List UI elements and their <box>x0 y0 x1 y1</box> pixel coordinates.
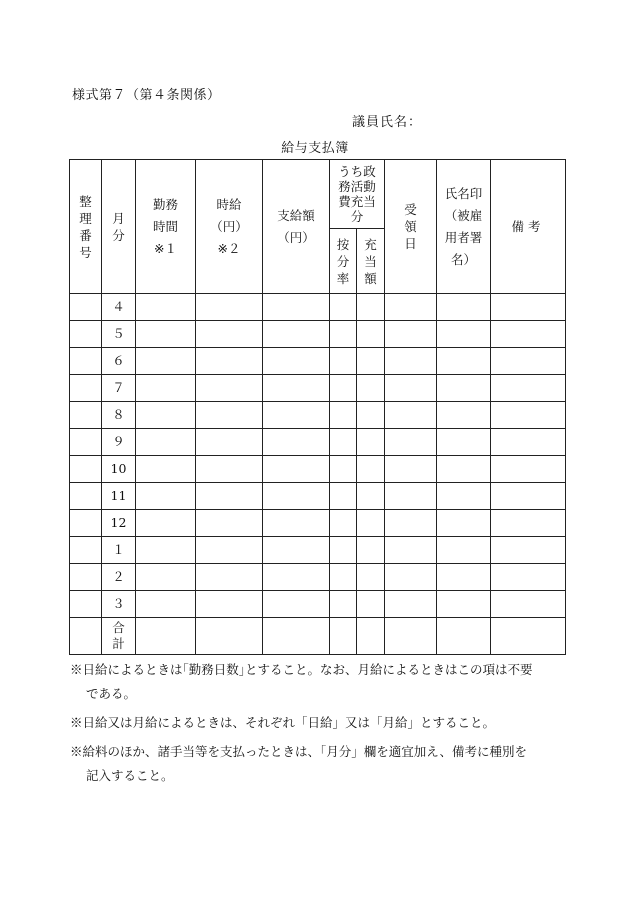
table-cell[interactable] <box>330 402 357 429</box>
table-cell[interactable] <box>437 510 491 537</box>
month-label: 10 <box>102 456 136 483</box>
month-label: ５ <box>102 321 136 348</box>
table-cell[interactable] <box>491 375 566 402</box>
table-cell[interactable] <box>491 483 566 510</box>
month-label: 11 <box>102 483 136 510</box>
table-cell[interactable] <box>437 429 491 456</box>
table-cell[interactable] <box>136 456 196 483</box>
table-cell[interactable] <box>196 510 263 537</box>
table-cell[interactable] <box>136 321 196 348</box>
table-cell[interactable] <box>196 564 263 591</box>
table-cell[interactable] <box>491 510 566 537</box>
table-cell[interactable] <box>70 321 102 348</box>
note-2: ※日給又は月給によるときは、それぞれ「日給」又は「月給」とすること。 <box>70 715 496 730</box>
header-payment-amount: 支給額 （円） <box>263 160 330 294</box>
table-cell[interactable] <box>357 564 385 591</box>
table-cell[interactable] <box>385 402 437 429</box>
table-cell[interactable] <box>330 618 357 655</box>
table-cell[interactable] <box>330 483 357 510</box>
table-cell[interactable] <box>357 537 385 564</box>
table-cell[interactable] <box>196 456 263 483</box>
table-cell[interactable] <box>136 375 196 402</box>
table-cell[interactable] <box>263 483 330 510</box>
table-cell[interactable] <box>437 618 491 655</box>
table-cell[interactable] <box>196 618 263 655</box>
table-cell[interactable] <box>196 429 263 456</box>
table-cell[interactable] <box>330 537 357 564</box>
payroll-table <box>69 159 566 655</box>
table-cell[interactable] <box>136 483 196 510</box>
table-cell[interactable] <box>437 375 491 402</box>
table-cell[interactable] <box>385 348 437 375</box>
table-cell[interactable] <box>491 429 566 456</box>
table-cell[interactable] <box>357 348 385 375</box>
table-row <box>70 429 566 456</box>
table-cell[interactable] <box>263 618 330 655</box>
table-row <box>70 456 566 483</box>
table-cell[interactable] <box>263 348 330 375</box>
table-cell[interactable] <box>330 510 357 537</box>
table-cell[interactable] <box>263 429 330 456</box>
table-cell[interactable] <box>330 429 357 456</box>
table-cell[interactable] <box>385 456 437 483</box>
table-cell[interactable] <box>196 294 263 321</box>
header-political-activity-allocation: うち政務活動費充当分 <box>330 160 385 229</box>
table-cell[interactable] <box>263 564 330 591</box>
table-cell[interactable] <box>70 375 102 402</box>
table-row <box>70 402 566 429</box>
header-receipt-date: 受領日 <box>385 160 437 294</box>
table-cell[interactable] <box>263 456 330 483</box>
table-cell[interactable] <box>357 375 385 402</box>
month-label: ６ <box>102 348 136 375</box>
table-cell[interactable] <box>263 375 330 402</box>
table-cell[interactable] <box>330 294 357 321</box>
table-cell[interactable] <box>385 537 437 564</box>
month-label: ２ <box>102 564 136 591</box>
table-row <box>70 294 566 321</box>
header-signature: 氏名印 （被雇 用者署 名） <box>437 160 491 294</box>
table-cell[interactable] <box>385 483 437 510</box>
table-cell[interactable] <box>263 402 330 429</box>
table-cell[interactable] <box>437 294 491 321</box>
month-label: ３ <box>102 591 136 618</box>
table-row-total <box>70 618 566 655</box>
table-cell[interactable] <box>70 618 102 655</box>
header-month: 月分 <box>102 160 136 294</box>
table-cell[interactable] <box>330 375 357 402</box>
table-cell[interactable] <box>136 591 196 618</box>
table-cell[interactable] <box>330 456 357 483</box>
table-cell[interactable] <box>491 321 566 348</box>
table-cell[interactable] <box>136 618 196 655</box>
table-cell[interactable] <box>70 402 102 429</box>
table-cell[interactable] <box>385 294 437 321</box>
month-label: ９ <box>102 429 136 456</box>
table-cell[interactable] <box>437 321 491 348</box>
table-row <box>70 348 566 375</box>
table-cell[interactable] <box>385 591 437 618</box>
header-allocated-amount: 充当額 <box>357 229 385 294</box>
table-cell[interactable] <box>385 375 437 402</box>
table-cell[interactable] <box>437 591 491 618</box>
table-row <box>70 537 566 564</box>
table-cell[interactable] <box>385 429 437 456</box>
table-cell[interactable] <box>491 564 566 591</box>
table-cell[interactable] <box>70 483 102 510</box>
total-label: 合計 <box>102 618 136 655</box>
table-cell[interactable] <box>196 321 263 348</box>
table-cell[interactable] <box>330 321 357 348</box>
header-remarks: 備考 <box>491 160 566 294</box>
table-cell[interactable] <box>357 591 385 618</box>
table-row <box>70 483 566 510</box>
table-cell[interactable] <box>196 402 263 429</box>
month-label: ４ <box>102 294 136 321</box>
table-cell[interactable] <box>357 483 385 510</box>
table-cell[interactable] <box>70 537 102 564</box>
table-cell[interactable] <box>357 429 385 456</box>
table-cell[interactable] <box>263 294 330 321</box>
table-row <box>70 375 566 402</box>
month-label: ７ <box>102 375 136 402</box>
table-cell[interactable] <box>437 456 491 483</box>
table-row <box>70 591 566 618</box>
month-label: 12 <box>102 510 136 537</box>
table-cell[interactable] <box>196 591 263 618</box>
document-title: 給与支払簿 <box>281 141 349 156</box>
table-cell[interactable] <box>70 456 102 483</box>
table-cell[interactable] <box>357 294 385 321</box>
table-row <box>70 564 566 591</box>
table-cell[interactable] <box>491 456 566 483</box>
table-cell[interactable] <box>357 618 385 655</box>
table-cell[interactable] <box>491 537 566 564</box>
header-work-hours: 勤務 時間 ※１ <box>136 160 196 294</box>
table-cell[interactable] <box>437 537 491 564</box>
table-cell[interactable] <box>385 510 437 537</box>
table-cell[interactable] <box>357 456 385 483</box>
table-cell[interactable] <box>330 348 357 375</box>
table-row <box>70 510 566 537</box>
table-cell[interactable] <box>136 348 196 375</box>
note-1: ※日給によるときは｢勤務日数｣とすること。なお、月給によるときはこの項は不要 である。 <box>70 662 533 701</box>
header-allocation-rate: 按分率 <box>330 229 357 294</box>
table-cell[interactable] <box>491 294 566 321</box>
header-serial-number: 整理番号 <box>70 160 102 294</box>
table-cell[interactable] <box>263 510 330 537</box>
table-cell[interactable] <box>196 375 263 402</box>
table-cell[interactable] <box>263 591 330 618</box>
table-cell[interactable] <box>70 348 102 375</box>
table-cell[interactable] <box>385 618 437 655</box>
table-cell[interactable] <box>437 402 491 429</box>
table-cell[interactable] <box>263 537 330 564</box>
table-cell[interactable] <box>437 348 491 375</box>
table-cell[interactable] <box>196 483 263 510</box>
member-name-label: 議員氏名： <box>352 115 423 130</box>
notes <box>70 658 570 793</box>
table-cell[interactable] <box>330 591 357 618</box>
table-cell[interactable] <box>70 510 102 537</box>
table-cell[interactable] <box>385 564 437 591</box>
table-cell[interactable] <box>136 537 196 564</box>
table-cell[interactable] <box>70 591 102 618</box>
table-cell[interactable] <box>491 591 566 618</box>
table-cell[interactable] <box>491 402 566 429</box>
table-cell[interactable] <box>491 618 566 655</box>
table-cell[interactable] <box>196 348 263 375</box>
table-cell[interactable] <box>263 321 330 348</box>
table-cell[interactable] <box>437 564 491 591</box>
form-number: 様式第７（第４条関係） <box>72 88 221 103</box>
table-cell[interactable] <box>357 321 385 348</box>
table-cell[interactable] <box>136 510 196 537</box>
table-cell[interactable] <box>70 564 102 591</box>
table-row <box>70 321 566 348</box>
header-hourly-wage: 時給 （円） ※２ <box>196 160 263 294</box>
month-label: １ <box>102 537 136 564</box>
table-cell[interactable] <box>437 483 491 510</box>
table-cell[interactable] <box>330 564 357 591</box>
table-cell[interactable] <box>136 294 196 321</box>
table-cell[interactable] <box>491 348 566 375</box>
month-label: ８ <box>102 402 136 429</box>
table-cell[interactable] <box>70 294 102 321</box>
table-cell[interactable] <box>136 429 196 456</box>
table-cell[interactable] <box>357 402 385 429</box>
table-cell[interactable] <box>136 402 196 429</box>
table-cell[interactable] <box>136 564 196 591</box>
table-cell[interactable] <box>70 429 102 456</box>
table-cell[interactable] <box>357 510 385 537</box>
table-cell[interactable] <box>385 321 437 348</box>
note-3: ※給料のほか、諸手当等を支払ったときは、「月分」欄を適宜加え、備考に種別を 記入すること。 <box>70 744 528 783</box>
table-cell[interactable] <box>196 537 263 564</box>
